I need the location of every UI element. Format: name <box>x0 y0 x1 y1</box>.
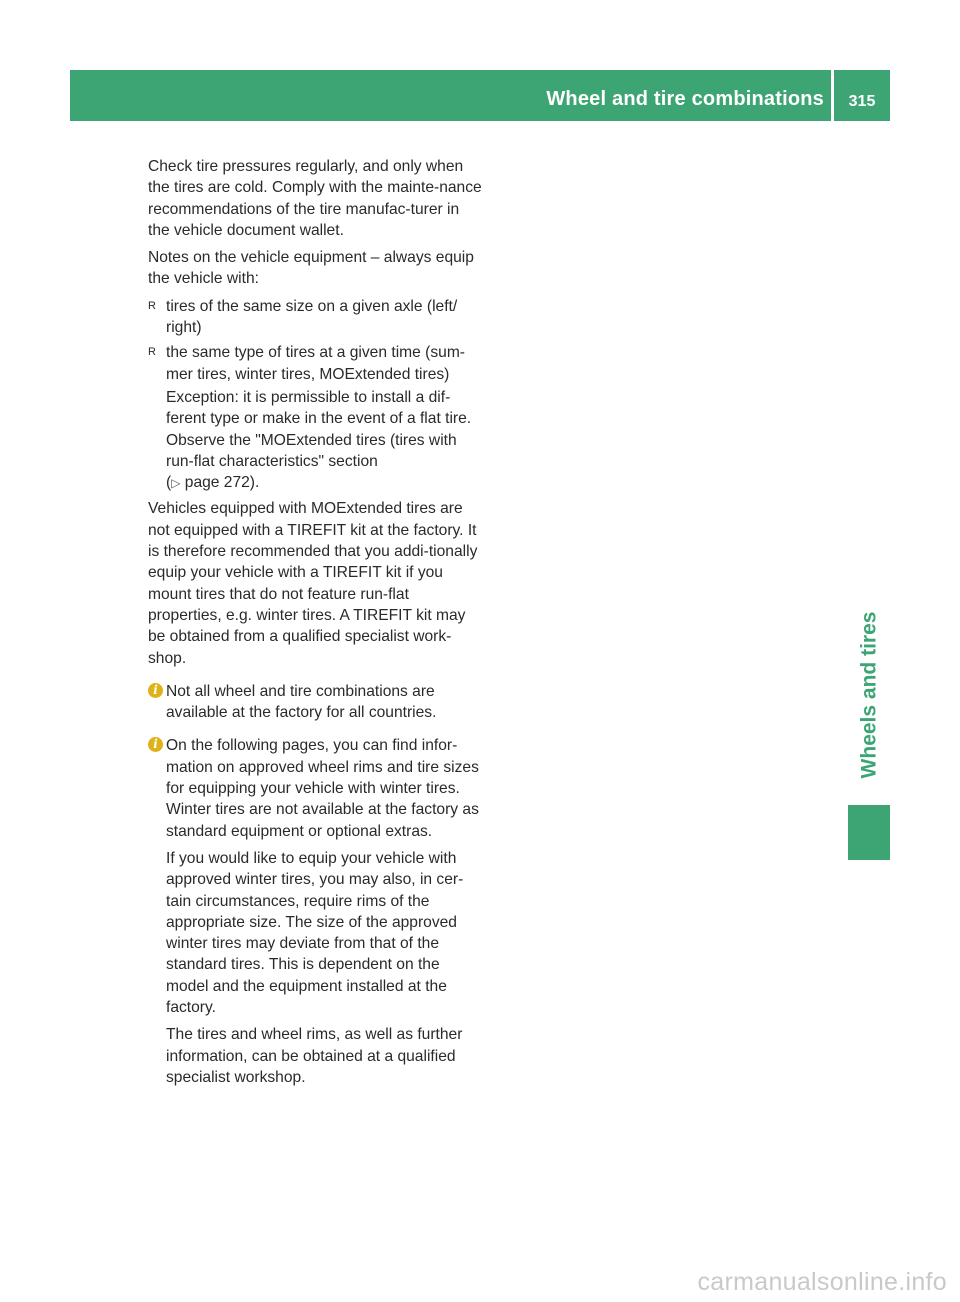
side-tab-label: Wheels and tires <box>857 611 881 779</box>
info-text: On the following pages, you can find infor-mation on approved wheel rims and tire sizes for equipping your vehicle with winter tires. Winter tires are not available at the factory as standard equipment or optional extras. <box>166 737 479 840</box>
section-title: Wheel and tire combinations <box>546 88 824 110</box>
ref-open: ( <box>166 474 172 492</box>
info-icon: i <box>148 737 163 752</box>
list-item <box>148 342 482 494</box>
exception-note <box>166 387 482 494</box>
paragraph-equipment-notes: Notes on the vehicle equipment – always equip the vehicle with: <box>148 249 474 288</box>
watermark: carmanualsonline.info <box>697 1268 947 1296</box>
equipment-list <box>148 296 482 495</box>
page-number: 315 <box>848 93 876 110</box>
page-body <box>148 156 482 1094</box>
info-text: Not all wheel and tire combinations are available at the factory for all countries. <box>166 682 437 722</box>
list-item-text: tires of the same size on a given axle (left/ right) <box>166 297 458 337</box>
list-item <box>148 296 482 339</box>
list-item-text: the same type of tires at a given time (sum-mer tires, winter tires, MOExtended tires) <box>166 344 465 383</box>
info-note-availability <box>148 681 482 724</box>
info-icon: i <box>148 683 163 698</box>
paragraph-tire-pressure: Check tire pressures regularly, and only when the tires are cold. Comply with the mainte-nance recommendations of the tire manufac-turer in the vehicle document wallet. <box>148 158 482 239</box>
side-tab-label-wrap <box>836 611 902 779</box>
info-text: The tires and wheel rims, as well as further information, can be obtained at a qualified specialist workshop. <box>166 1026 463 1086</box>
paragraph-tirefit: Vehicles equipped with MOExtended tires are not equipped with a TIREFIT kit at the factory. It is therefore recommended that you addi-tionally equip your vehicle with a TIREFIT kit if you mount tires that do not feature run-flat properties, e.g. winter tires. A TIREFIT kit may be obtained from a qualified specialist work-shop. <box>148 500 478 667</box>
page-ref-link[interactable]: page 272). <box>180 474 260 492</box>
page-ref-arrow-icon: ▷ <box>171 476 181 491</box>
info-text: If you would like to equip your vehicle with approved winter tires, you may also, in cer-tain circumstances, require rims of the appropriate size. The size of the approved winter tires may deviate from that of the standard tires. This is dependent on the model and the equipment installed at the factory. <box>166 849 464 1016</box>
side-tab-marker <box>848 805 890 860</box>
bullet-icon: R <box>148 346 156 359</box>
info-note-winter-tires <box>148 735 482 1088</box>
bullet-icon: R <box>148 299 156 312</box>
exception-text: Exception: it is permissible to install a dif-ferent type or make in the event of a flat tire. Observe the "MOExtended tires (tires with run-flat characteristics" section <box>166 388 472 470</box>
